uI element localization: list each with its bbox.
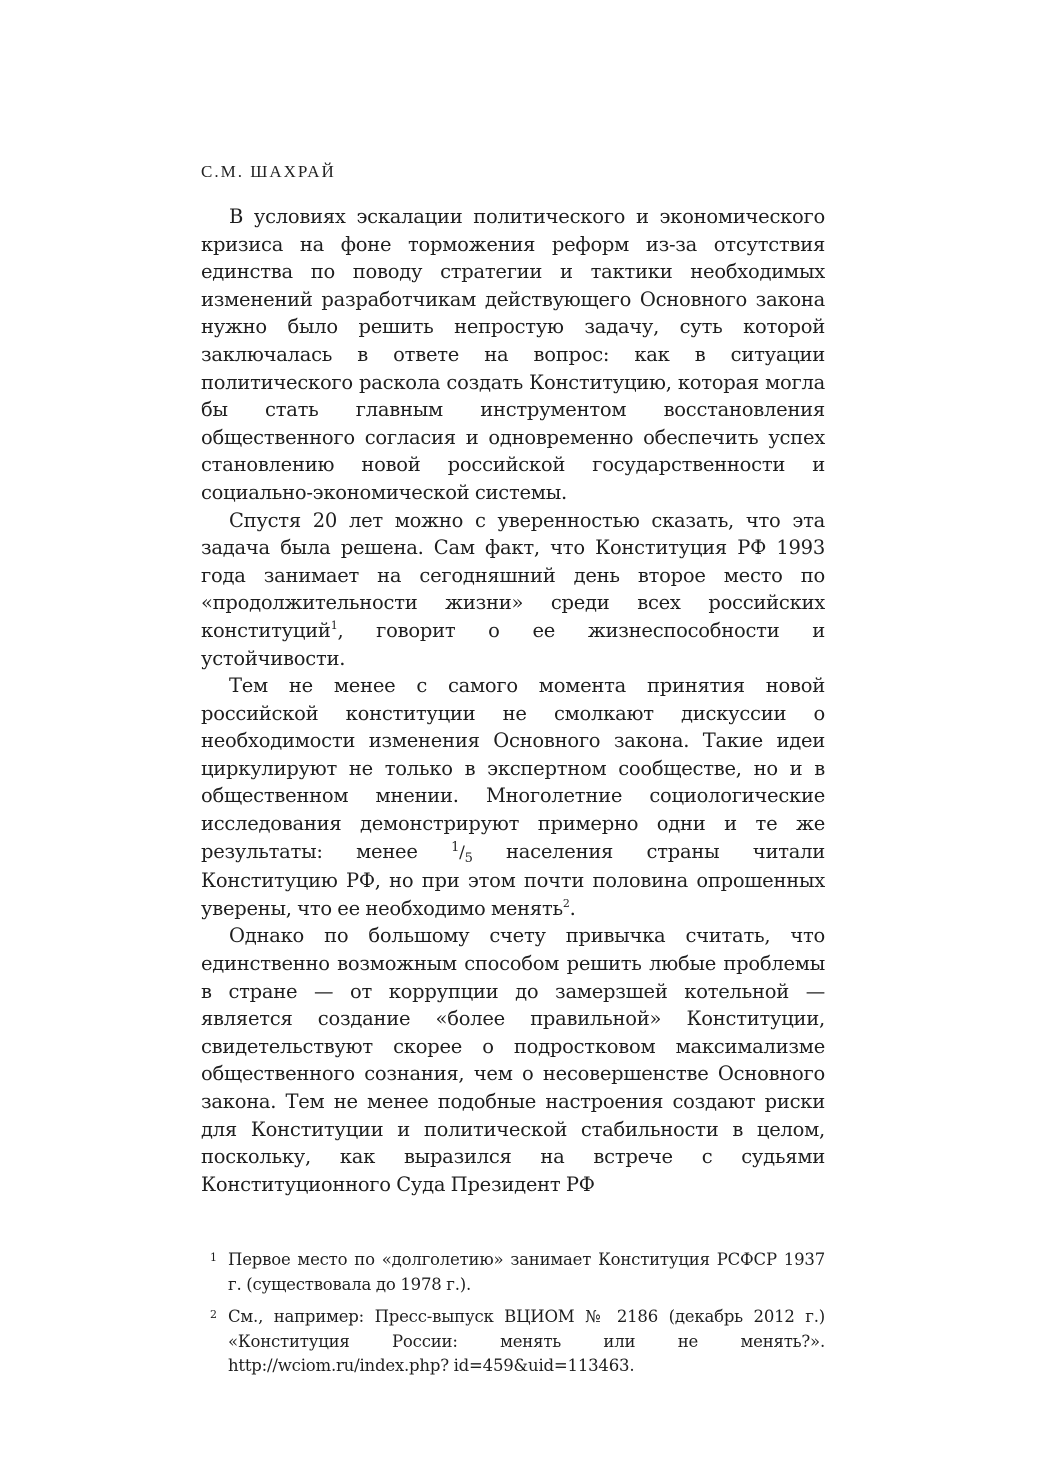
fraction-one-fifth [451, 839, 473, 866]
paragraph-4: Однако по большому счету привычка считать, что единственно возможным способом решить любые проблемы в стране — от коррупции до замерзшей котельной — является создание «более правильной» Конституции, свидетельствуют скорее о подростковом максимализме общественного сознания, чем о несовершенстве Основного закона. Тем не менее подобные настроения создают риски для Конституции и политической стабильности в целом, поскольку, как выразился на встрече с судьями Конституционного Суда Президент РФ [201, 924, 825, 1196]
paragraph-3-text: Тем не менее с самого момента принятия новой российской конституции не смолкают дискуссии о необходимости изменения Основного закона. Такие идеи циркулируют не только в экспертном сообществе, но и в общественном мнении. Многолетние социологические исследования демонстрируют примерно одни и те же результаты: менее [201, 674, 825, 863]
paragraph-1: В условиях эскалации политического и экономического кризиса на фоне торможения реформ из-за отсутствия единства по поводу стратегии и тактики необходимых изменений разработчикам действующего Основного закона нужно было решить непростую задачу, суть которой заключалась в ответе на вопрос: как в ситуации политического раскола создать Конституцию, которая могла бы стать главным инструментом восстановления общественного согласия и одновременно обеспечить успех становлению новой российской государственности и социально-экономической системы. [201, 205, 825, 504]
body-text [201, 203, 825, 1198]
paragraph-3-tail: . [569, 896, 576, 920]
footnote-2 [201, 1305, 825, 1379]
paragraph-3-middle: населения страны читали Конституцию РФ, но при этом почти половина опрошенных уверены, что ее необходимо менять [201, 839, 825, 920]
book-page [201, 160, 825, 1387]
footnote-ref-2[interactable]: 2 [562, 896, 570, 910]
footnote-1 [201, 1248, 825, 1297]
footnote-text: Первое место по «долголетию» занимает Конституция РСФСР 1937 г. (существовала до 1978 г.). [228, 1250, 825, 1294]
fraction-denominator: 5 [464, 850, 473, 866]
paragraph-2-text: Спустя 20 лет можно с уверенностью сказать, что эта задача была решена. Сам факт, что Конституция РФ 1993 года занимает на сегодняшний день второе место по «продолжительности жизни» среди всех российских конституций [201, 508, 825, 642]
footnote-number: 1 [210, 1251, 217, 1265]
paragraph-2-tail: , говорит о ее жизнеспособности и устойчивости. [201, 618, 825, 670]
paragraph-3 [201, 672, 825, 922]
footnotes [201, 1248, 825, 1379]
footnote-number: 2 [210, 1308, 217, 1322]
fraction-numerator: 1 [451, 839, 460, 855]
footnote-text: См., например: Пресс-выпуск ВЦИОМ № 2186 (декабрь 2012 г.) «Конституция России: менять или не менять?». http://wciom.ru/index.php? id=459&uid=113463. [228, 1307, 825, 1376]
running-head: С.М. ШАХРАЙ [201, 162, 336, 181]
paragraph-2 [201, 507, 825, 673]
footnote-ref-1[interactable]: 1 [330, 618, 338, 632]
fraction-slash: / [459, 842, 465, 863]
